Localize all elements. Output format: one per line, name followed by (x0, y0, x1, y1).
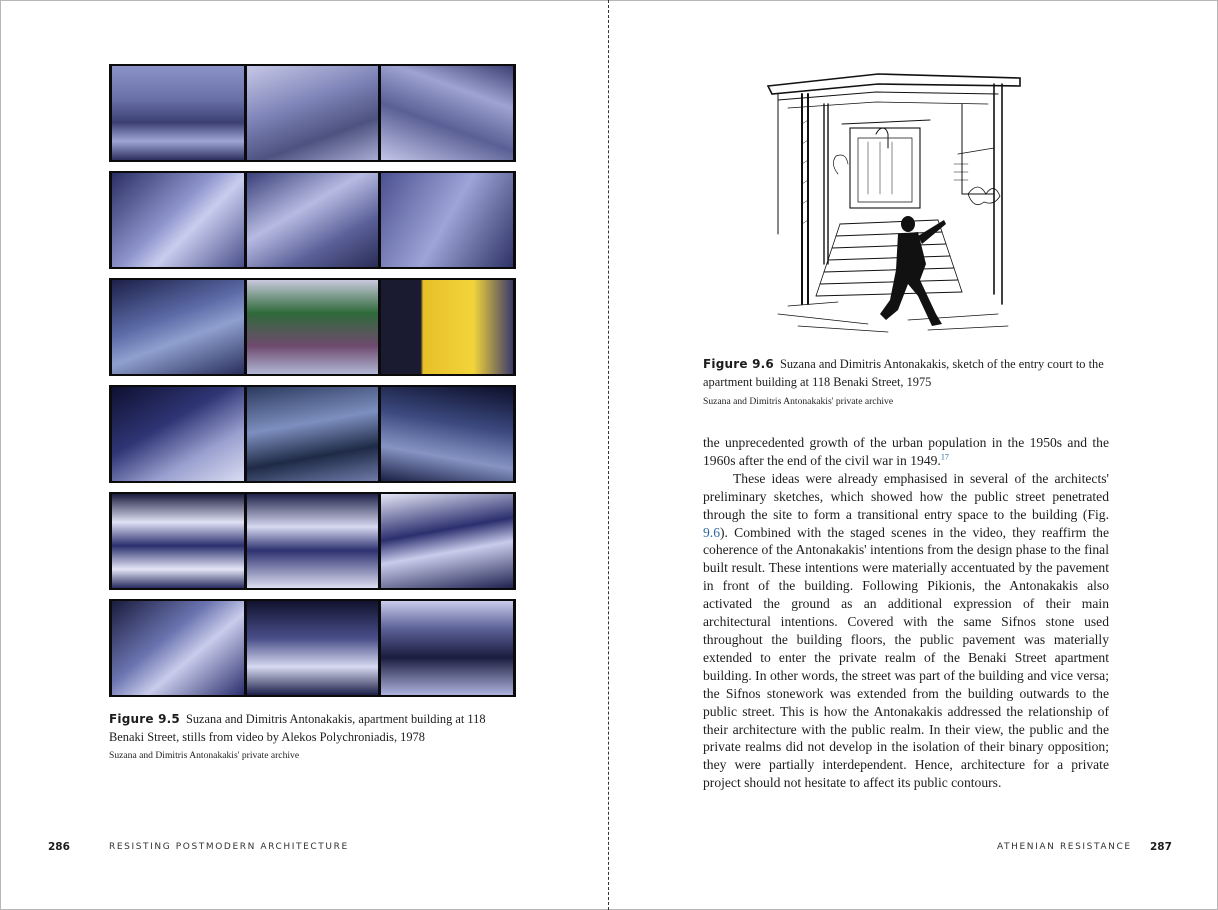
film-still-image (112, 494, 244, 588)
paragraph-2 (703, 470, 1109, 792)
paragraph-2-text-b: ). Combined with the staged scenes in the video, they reaffirm the coherence of the Antonakakis' intentions from the design phase to the final built result. These intentions were materially accentuated by the pavement in front of the building. Following Pikionis, the Antonakakis also activated the ground as an additional expression of their main architectural intentions. Covered with the same Sifnos stone used throughout the building floors, the public pavement was materially extended to enter the private realm of the Benaki Street apartment building. In other words, the street was part of the building and vice versa; the Sifnos stonework was extended from the building outwards to the public street. This is how the Antonakakis addressed the relationship of their architecture with the public realm. In their view, the public and the private realms did not develop in the isolation of their binary opposition; they were partially interdependent. Hence, architecture for a private project should not hesitate to affect its public contours. (703, 524, 1109, 791)
film-strip (109, 171, 516, 269)
running-head-right: ATHENIAN RESISTANCE (997, 842, 1132, 852)
film-strip (109, 278, 516, 376)
body-text (703, 434, 1109, 792)
film-still-image (112, 387, 244, 481)
film-still-image (381, 280, 513, 374)
film-still-image (112, 66, 244, 160)
film-still-image (247, 173, 379, 267)
film-strip (109, 385, 516, 483)
left-page (0, 0, 607, 910)
figure-9-6-caption (703, 355, 1113, 391)
film-still-image (381, 387, 513, 481)
figure-label: Figure 9.6 (703, 357, 774, 371)
right-page (610, 0, 1218, 910)
film-still-image (247, 66, 379, 160)
gutter-divider (608, 0, 609, 910)
film-still-image (381, 601, 513, 695)
page-number-left: 286 (48, 841, 70, 853)
film-still-image (247, 387, 379, 481)
film-still-image (381, 494, 513, 588)
figure-9-5-caption (109, 710, 519, 746)
paragraph-1-text: the unprecedented growth of the urban population in the 1950s and the 1960s after the end of the civil war in 1949. (703, 435, 1109, 468)
film-still-image (112, 601, 244, 695)
figure-ref-link[interactable]: 9.6 (703, 524, 720, 540)
film-still-image (247, 280, 379, 374)
film-strip (109, 492, 516, 590)
figure-9-5-credit: Suzana and Dimitris Antonakakis' private archive (109, 750, 300, 761)
film-still-image (112, 173, 244, 267)
film-still-image (381, 173, 513, 267)
running-head-left: RESISTING POSTMODERN ARCHITECTURE (109, 842, 349, 852)
paragraph-1 (703, 434, 1109, 470)
figure-9-6-credit: Suzana and Dimitris Antonakakis' private archive (703, 396, 894, 407)
page-number-right: 287 (1150, 841, 1172, 853)
film-still-image (247, 601, 379, 695)
endnote-ref[interactable]: 17 (940, 452, 949, 462)
figure-label: Figure 9.5 (109, 712, 180, 726)
figure-caption-text: Suzana and Dimitris Antonakakis, sketch of the entry court to the apartment building at 118 Benaki Street, 1975 (703, 357, 1104, 389)
film-still-image (247, 494, 379, 588)
paragraph-2-text-a: These ideas were already emphasised in several of the architects' preliminary sketches, which showed how the public street penetrated through the site to form a transitional entry space to the building (Fig. (703, 470, 1109, 522)
figure-9-5-film-stills (109, 64, 516, 697)
film-strip (109, 599, 516, 697)
film-still-image (381, 66, 513, 160)
film-strip (109, 64, 516, 162)
figure-9-6-sketch (758, 64, 1028, 346)
figure-caption-text: Suzana and Dimitris Antonakakis, apartment building at 118 Benaki Street, stills from video by Alekos Polychroniadis, 1978 (109, 712, 486, 744)
film-still-image (112, 280, 244, 374)
